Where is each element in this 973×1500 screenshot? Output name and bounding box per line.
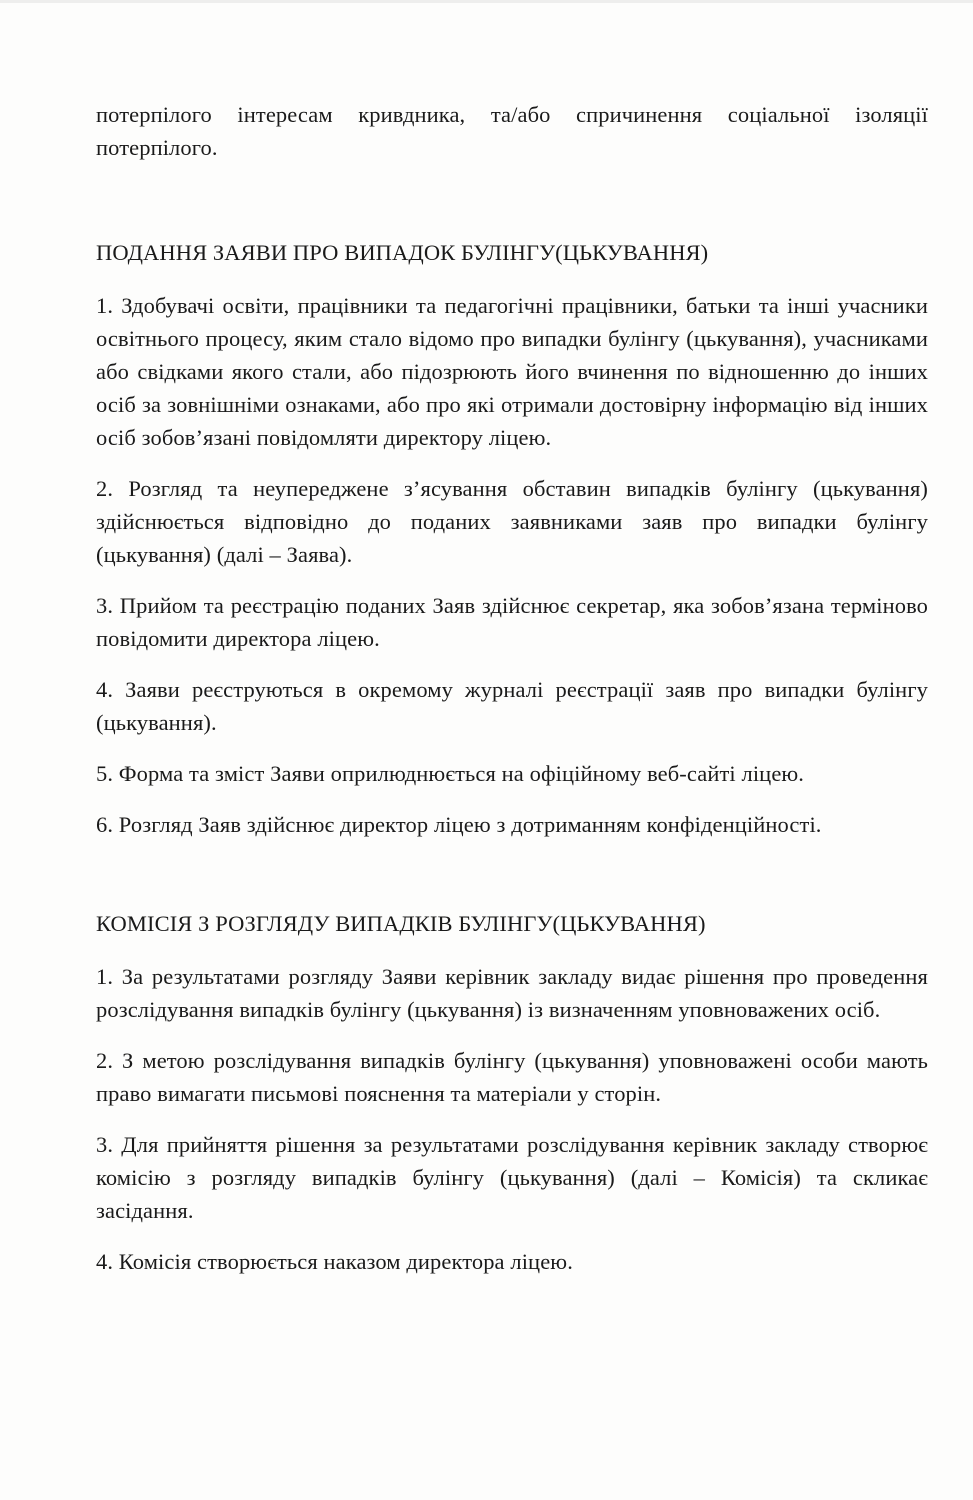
application-item-5: 5. Форма та зміст Заяви оприлюднюється на офіційному веб-сайті ліцею. xyxy=(96,761,805,786)
commission-item-1: 1. За результатами розгляду Заяви керівник закладу видає рішення про проведення розслідування випадків булінгу (цькування) із визначенням уповноважених осіб. xyxy=(96,964,928,1022)
commission-item-4: 4. Комісія створюється наказом директора ліцею. xyxy=(96,1249,573,1274)
application-item-6: 6. Розгляд Заяв здійснює директор ліцею з дотриманням конфіденційності. xyxy=(96,812,822,837)
scan-edge-top xyxy=(0,0,973,3)
application-item-1: 1. Здобувачі освіти, працівники та педагогічні працівники, батьки та інші учасники освітнього процесу, яким стало відомо про випадки булінгу (цькування), учасниками або свідками якого стали, або підозрюють його вчинення по відношенню до інших осіб за зовнішніми ознаками, або про які отримали достовірну інформацію від інших осіб зобов’язані повідомляти директору ліцею. xyxy=(96,293,928,450)
intro-paragraph: потерпілого інтересам кривдника, та/або спричинення соціальної ізоляції потерпілого. xyxy=(96,102,928,160)
commission-item-3: 3. Для прийняття рішення за результатами розслідування керівник закладу створює комісію з розгляду випадків булінгу (цькування) (далі – Комісія) та скликає засідання. xyxy=(96,1132,928,1223)
application-item-2: 2. Розгляд та неупереджене з’ясування обставин випадків булінгу (цькування) здійснюється відповідно до поданих заявниками заяв про випадки булінгу (цькування) (далі – Заява). xyxy=(96,476,928,567)
application-item-4: 4. Заяви реєструються в окремому журналі реєстрації заяв про випадки булінгу (цькування). xyxy=(96,677,928,735)
commission-item-2: 2. З метою розслідування випадків булінгу (цькування) уповноважені особи мають право вимагати письмові пояснення та матеріали у сторін. xyxy=(96,1048,928,1106)
application-item-3: 3. Прийом та реєстрацію поданих Заяв здійснює секретар, яка зобов’язана терміново повідомити директора ліцею. xyxy=(96,593,928,651)
section-title-application: ПОДАННЯ ЗАЯВИ ПРО ВИПАДОК БУЛІНГУ(ЦЬКУВАННЯ) xyxy=(96,240,709,265)
section-title-commission: КОМІСІЯ З РОЗГЛЯДУ ВИПАДКІВ БУЛІНГУ(ЦЬКУВАННЯ) xyxy=(96,911,706,936)
document-body xyxy=(96,98,928,1296)
